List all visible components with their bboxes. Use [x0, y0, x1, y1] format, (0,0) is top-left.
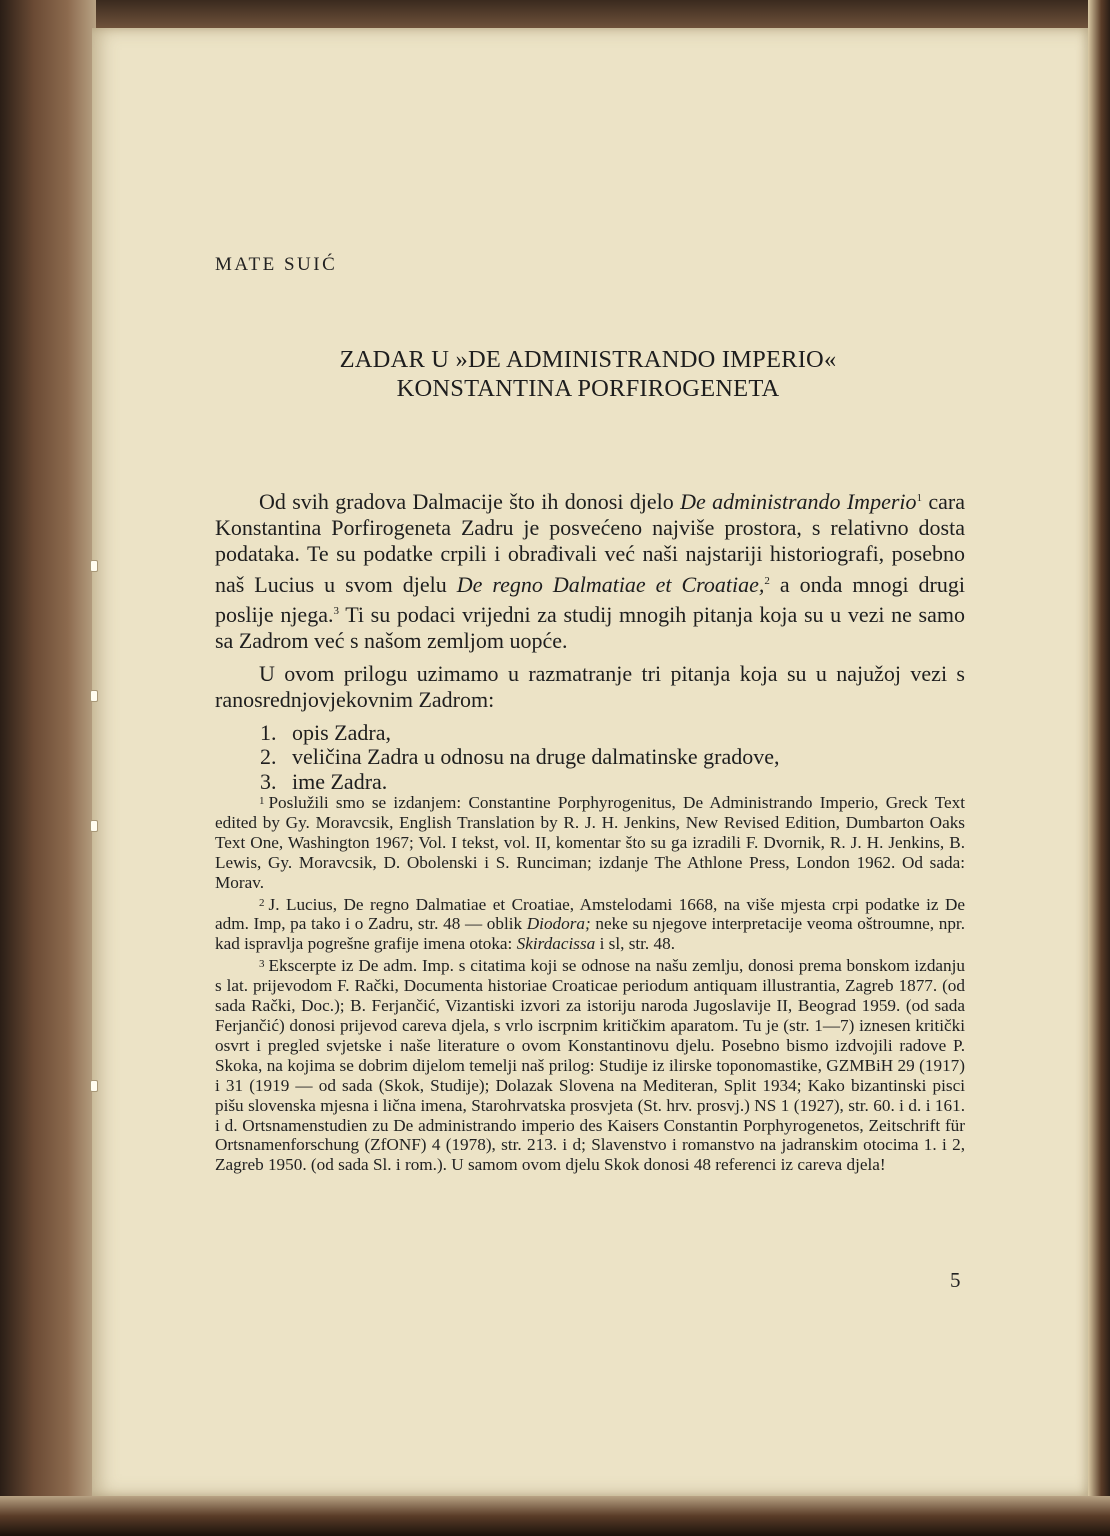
binding-stitch	[90, 560, 98, 572]
book-cover-right	[1088, 0, 1110, 1536]
page-number: 5	[950, 1268, 961, 1292]
body-paragraph-2: U ovom prilogu uzimamo u razmatranje tri pitanja koja su u najužoj vezi s ranosrednjovjekovnim Zadrom:	[215, 661, 965, 713]
footnote-ref-1: 1	[916, 492, 923, 504]
footnote-ref-2: 2	[764, 574, 770, 587]
footnote-ref-3: 3	[333, 604, 339, 617]
binding-stitch	[90, 820, 98, 832]
title-line-1: ZADAR U »DE ADMINISTRANDO IMPERIO«	[339, 346, 837, 373]
book-spine	[0, 0, 96, 1536]
topic-list	[215, 721, 965, 795]
book-cover-bottom	[0, 1496, 1110, 1536]
binding-stitch	[90, 690, 98, 702]
list-item: 1. opis Zadra,	[260, 719, 391, 745]
list-item: 3. ime Zadra.	[260, 768, 388, 794]
body-paragraph-1: Od svih gradova Dalmacije što ih donosi djelo De administrando Imperio$^1$ cara Konstantina Porfirogeneta Zadru je posvećeno najviše prostora, s relativno dosta podataka. Te su podatke crpili i obrađivali već naši najstariji historiografi, posebno naš Lucius u svom djelu De regno Dalmatiae et Croatiae,$^2$ a onda mnogi drugi poslije njega.$^3$ Ti su podaci vrijedni za studij mnogih pitanja koja su u vezi ne samo sa Zadrom već s našom zemljom uopće.	[215, 489, 965, 654]
footnote-1: $^1$ Poslužili smo se izdanjem: Constantine Porphyrogenitus, De Administrando Imperio, Greck Text edited by Gy. Moravcsik, English Translation by R. J. H. Jenkins, New Revised Edition, Dumbarton Oaks Text One, Washington 1967; Vol. I tekst, vol. II, komentar što su ga izradili F. Dvornik, R. J. H. Jenkins, B. Lewis, Gy. Moravcsik, D. Obolenski i S. Runciman; izdanje The Athlone Press, London 1962. Od sada: Morav.	[215, 793, 965, 892]
list-item: 2. veličina Zadra u odnosu na druge dalmatinske gradove,	[260, 744, 780, 770]
footnote-2: $^2$ J. Lucius, De regno Dalmatiae et Croatiae, Amstelodami 1668, na više mjesta crpi podatke iz De adm. Imp, pa tako i o Zadru, str. 48 — oblik Diodora; neke su njegove interpretacije veoma oštroumne, npr. kad ispravlja pogrešne grafije imena otoka: Skirdacissa i sl, str. 48.	[215, 894, 966, 954]
footnote-3: $^3$ Ekscerpte iz De adm. Imp. s citatima koji se odnose na našu zemlju, donosi prema bonskom izdanju s lat. prijevodom F. Rački, Documenta historiae Croaticae periodum antiquam illustrantia, Zagreb 1877. (od sada Rački, Doc.); B. Ferjančić, Vizantiski izvori za istoriju naroda Jugoslavije II, Beograd 1959. (od sada Ferjančić) donosi prijevod careva djela, s vrlo iscrpnim kritičkim aparatom. Tu je (str. 1—7) iznesen kritički osvrt i pregled svjetske i naše literature o ovom Konstantinovu djelu. Posebno bismo izdvojili radove P. Skoka, na kojima se dobrim dijelom temelji naš prilog: Studije iz ilirske toponomastike, GZMBiH 29 (1917) i 31 (1919 — od sada (Skok, Studije); Dolazak Slovena na Mediteran, Split 1934; Kako bizantinski pisci pišu slovenska mjesna i lična imena, Starohrvatska prosvjeta (St. hrv. prosvj.) NS 1 (1927), str. 60. i d. i 161. i d. Ortsnamenstudien zu De administrando imperio des Kaisers Constantin Porphyrogenetos, Zeitschrift für Ortsnamenforschung (ZfONF) 4 (1978), str. 213. i d; Slavenstvo i romanstvo na jadranskim otocima 1. i 2, Zagreb 1950. (od sada Sl. i rom.). U samom ovom djelu Skok donosi 48 referenci iz careva djela!	[215, 956, 965, 1175]
article-title	[218, 345, 958, 403]
author-name: MATE SUIĆ	[215, 254, 338, 275]
binding-stitch	[90, 1080, 98, 1092]
footnotes	[215, 792, 965, 1176]
article-body	[215, 485, 965, 794]
title-line-2: KONSTANTINA PORFIROGENETA	[396, 375, 780, 402]
